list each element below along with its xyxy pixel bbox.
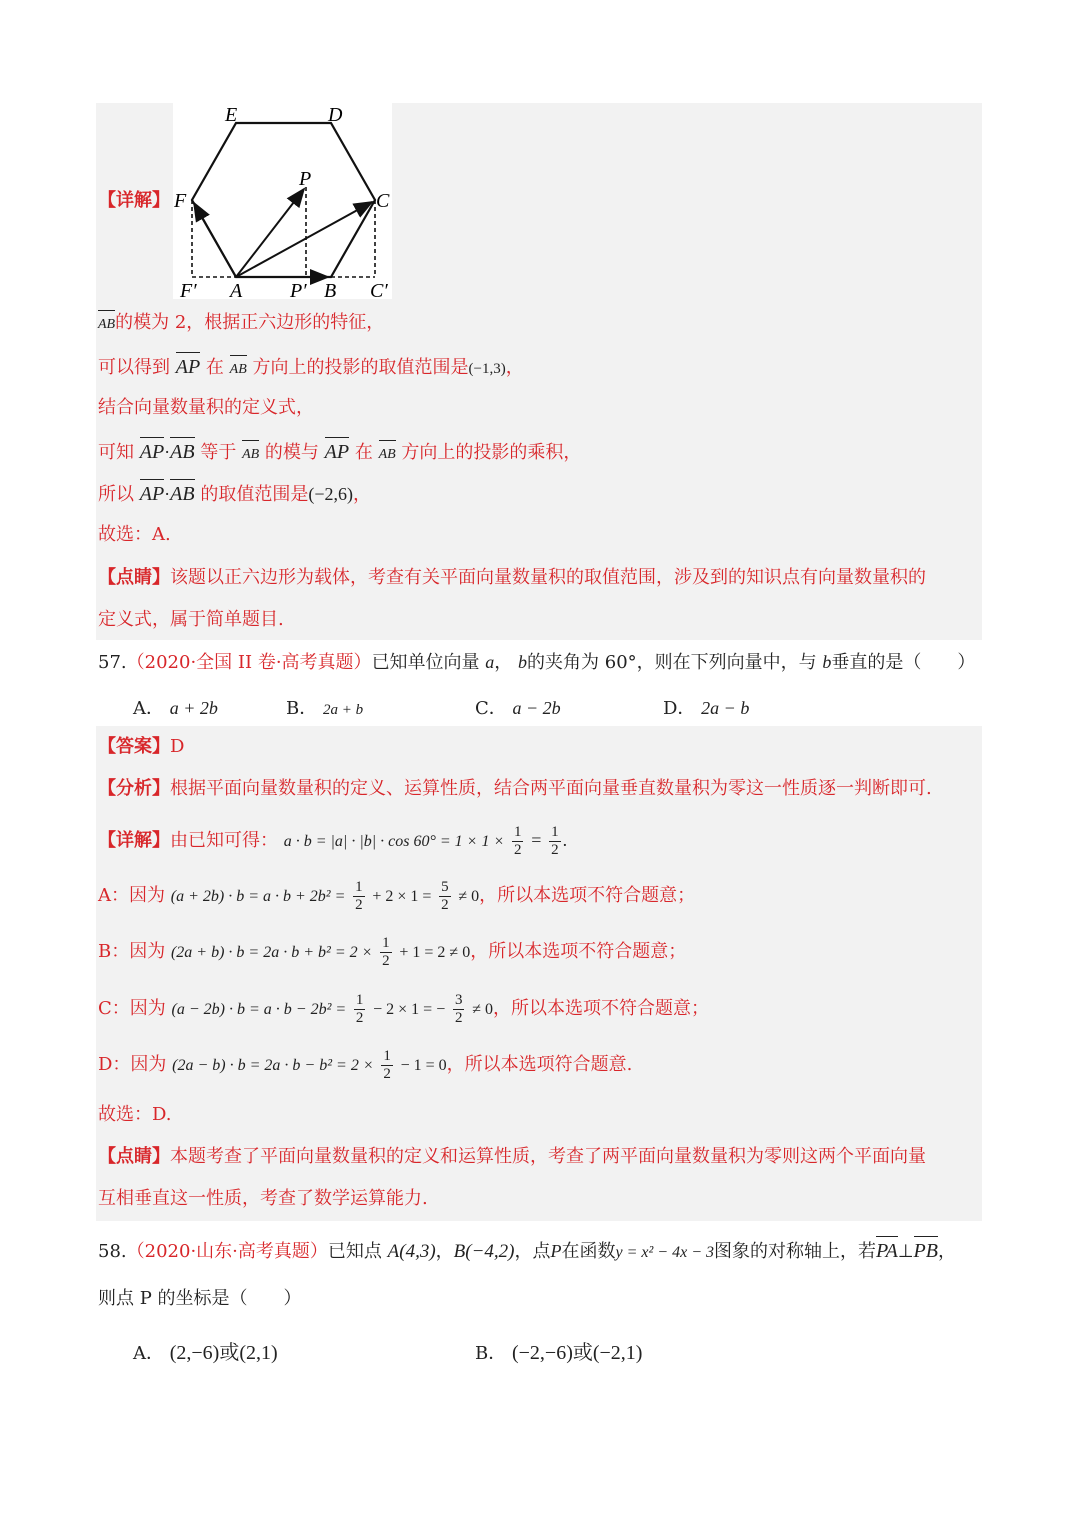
prev-choose: 故选：A. [98,524,171,545]
prev-line-1: AB的模为 2，根据正六边形的特征， [98,310,384,338]
q57-case-c: C：因为 (a − 2b) · b = a · b − 2b² = $\frac{1}{2}$ − 2 × 1 = − $\frac{3}{2}$ ≠ 0，所以本选项不符合题意； [98,991,709,1026]
label-D: D [328,104,343,126]
q57-case-d: D：因为 (2a − b) · b = 2a · b − b² = 2 × $\frac{1}{2}$ − 1 = 0，所以本选项符合题意. [98,1047,633,1082]
prev-line-4: 可知 AP·AB 等于 AB 的模与 AP 在 AB 方向上的投影的乘积， [98,437,581,468]
q57-case-a: A：因为 (a + 2b) · b = a · b + 2b² = $\frac{1}{2}$ + 2 × 1 = $\frac{5}{2}$ ≠ 0，所以本选项不符合题意； [98,878,696,913]
label-C: C [376,190,390,212]
vector-AP: AP [325,437,349,465]
q58-stem: 58.（2020·山东·高考真题）已知点 A(4,3)，B(−4,2)，点P在函数y = x² − 4x − 3图象的对称轴上，若PA⊥PB， [98,1236,956,1266]
vector-AP: AP [140,479,164,507]
vector-AP: AP [140,437,164,465]
vector-PA: PA [876,1236,898,1264]
q57-analysis: 【分析】根据平面向量数量积的定义、运算性质，结合两平面向量垂直数量积为零这一性质逐一判断即可. [98,778,932,799]
q57-option-b[interactable]: B． 2a + b [286,698,364,719]
q57-stem: 57.（2020·全国 II 卷·高考真题）已知单位向量 a， b的夹角为 60°，则在下列向量中，与 b垂直的是（ ） [98,652,976,673]
q58-option-a[interactable]: A． (2,−6)或(2,1) [133,1342,278,1364]
label-C-prime: C′ [370,280,388,299]
label-P: P [299,168,312,190]
label-B: B [324,280,337,299]
vector-AP: AP [176,352,200,380]
fraction: $\frac{1}{2}$ [551,823,559,858]
prev-comment-2: 定义式，属于简单题目. [98,609,284,630]
q57-case-b: B：因为 (2a + b) · b = 2a · b + b² = 2 × $\frac{1}{2}$ + 1 = 2 ≠ 0，所以本选项不符合题意； [98,934,687,969]
vector-AB: AB [170,437,194,465]
vector-AB: AB [170,479,194,507]
q57-choose: 故选：D. [98,1104,172,1125]
q57-comment-2: 互相垂直这一性质，考查了数学运算能力. [98,1188,428,1209]
q58-stem-line2: 则点 P 的坐标是（ ） [98,1288,302,1309]
q57-option-c[interactable]: C． a − 2b [475,698,561,719]
q58-source: （2020·山东·高考真题） [126,1241,328,1262]
vector-AB: AB [379,440,396,468]
prev-comment-1: 【点睛】该题以正六边形为载体，考查有关平面向量数量积的取值范围，涉及到的知识点有向量数量积的 [98,567,926,588]
fraction: $\frac{1}{2}$ [513,823,522,858]
label-F: F [174,190,187,212]
prev-line-2: 可以得到 AP 在 AB 方向上的投影的取值范围是(−1,3)， [98,352,524,383]
q57-option-d[interactable]: D． 2a − b [663,698,750,719]
label-A: A [230,280,243,299]
q57-option-a[interactable]: A． a + 2b [133,698,218,719]
prev-detail-tag: 【详解】 [98,190,170,211]
q57-detail: 【详解】由已知可得： a · b = |a| · |b| · cos 60° = 1 × 1 × $\frac{1}{2}$ = $\frac{1}{2}$ . [98,823,568,858]
hexagon-figure [173,103,392,299]
q57-comment-1: 【点睛】本题考查了平面向量数量积的定义和运算性质，考查了两平面向量数量积为零则这两个平面向量 [98,1146,926,1167]
label-F-prime: F′ [180,280,197,299]
prev-line-5: 所以 AP·AB 的取值范围是(−2,6)， [98,479,371,508]
q58-option-b[interactable]: B． (−2,−6)或(−2,1) [475,1342,643,1364]
hexagon-diagram [173,103,392,299]
label-E: E [225,104,238,126]
vector-AB: AB [242,440,259,468]
vector-AB: AB [230,355,247,383]
prev-line-3: 结合向量数量积的定义式， [98,397,314,418]
vector-AB: AB [98,310,115,338]
label-P-prime: P′ [290,280,307,299]
q57-answer: 【答案】D [98,736,185,757]
vector-PB: PB [914,1236,938,1264]
q57-source: （2020·全国 II 卷·高考真题） [126,652,372,673]
